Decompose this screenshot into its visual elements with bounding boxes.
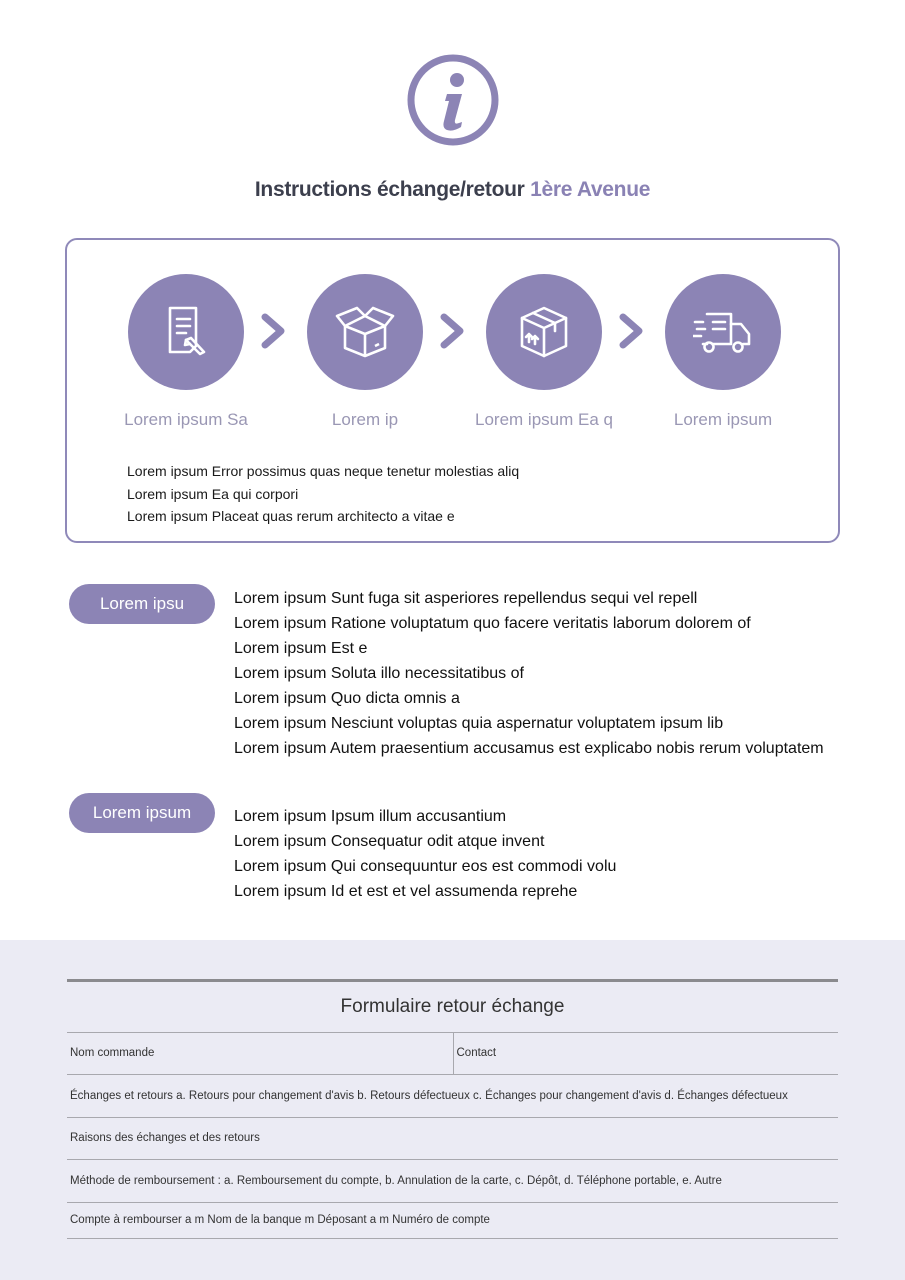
contact-field[interactable]: Contact xyxy=(453,1033,839,1074)
document-edit-icon xyxy=(128,274,244,390)
reasons-field[interactable]: Raisons des échanges et des retours xyxy=(67,1118,838,1160)
step-label-4: Lorem ipsum xyxy=(673,410,773,429)
note-item: Lorem ipsum Placeat quas rerum architecto a vitae e xyxy=(127,508,455,524)
form-row-order xyxy=(67,1033,838,1075)
open-box-icon xyxy=(307,274,423,390)
return-form xyxy=(67,979,838,1239)
note-item: Lorem ipsum Ea qui corpori xyxy=(127,485,299,502)
delivery-truck-icon xyxy=(665,274,781,390)
list-item: Lorem ipsum Quo dicta omnis a xyxy=(234,690,460,707)
title-main: Instructions échange/retour xyxy=(254,178,525,201)
refund-account-field[interactable]: Compte à rembourser a m Nom de la banque m Déposant a m Numéro de compte xyxy=(67,1203,838,1239)
section1-tag: Lorem ipsu xyxy=(69,584,215,624)
form-title: Formulaire retour échange xyxy=(67,982,838,1033)
list-item: Lorem ipsum Ipsum illum accusantium xyxy=(234,808,507,825)
step-label-1: Lorem ipsum Sa xyxy=(124,410,248,429)
chevron-right-icon xyxy=(438,313,468,349)
list-item: Lorem ipsum Autem praesentium accusamus est explicabo nobis rerum voluptatem xyxy=(234,740,824,757)
list-item: Lorem ipsum Soluta illo necessitatibus of xyxy=(234,665,524,682)
steps-panel xyxy=(65,238,840,543)
chevron-right-icon xyxy=(617,313,647,349)
info-icon xyxy=(407,54,499,146)
section1-list xyxy=(234,586,824,761)
step-notes xyxy=(127,460,519,528)
note-item: Lorem ipsum Error possimus quas neque tenetur molestias aliq xyxy=(127,463,520,479)
section2-tag: Lorem ipsum xyxy=(69,793,215,833)
step-label-2: Lorem ip xyxy=(331,410,399,429)
list-item: Lorem ipsum Nesciunt voluptas quia aspernatur voluptatem ipsum lib xyxy=(234,715,724,732)
section2-list xyxy=(234,804,616,904)
title-brand: 1ère Avenue xyxy=(530,178,651,201)
return-form-section xyxy=(0,940,905,1280)
page-title xyxy=(0,178,905,202)
list-item: Lorem ipsum Est e xyxy=(234,640,368,657)
step-label-3: Lorem ipsum Ea q xyxy=(475,410,613,429)
chevron-right-icon xyxy=(259,313,289,349)
order-name-field[interactable]: Nom commande xyxy=(70,1047,155,1059)
list-item: Lorem ipsum Id et est et vel assumenda reprehe xyxy=(234,883,578,900)
list-item: Lorem ipsum Sunt fuga sit asperiores repellendus sequi vel repell xyxy=(234,590,698,607)
refund-method-field[interactable]: Méthode de remboursement : a. Remboursement du compte, b. Annulation de la carte, c. Dépôt, d. Téléphone portable, e. Autre xyxy=(67,1160,838,1203)
package-icon xyxy=(486,274,602,390)
list-item: Lorem ipsum Consequatur odit atque invent xyxy=(234,833,545,850)
list-item: Lorem ipsum Ratione voluptatum quo facere veritatis laborum dolorem of xyxy=(234,615,751,632)
list-item: Lorem ipsum Qui consequuntur eos est commodi volu xyxy=(234,858,617,875)
exchange-types-field[interactable]: Échanges et retours a. Retours pour changement d'avis b. Retours défectueux c. Échanges pour changement d'avis d. Échanges défectueux xyxy=(67,1075,838,1118)
